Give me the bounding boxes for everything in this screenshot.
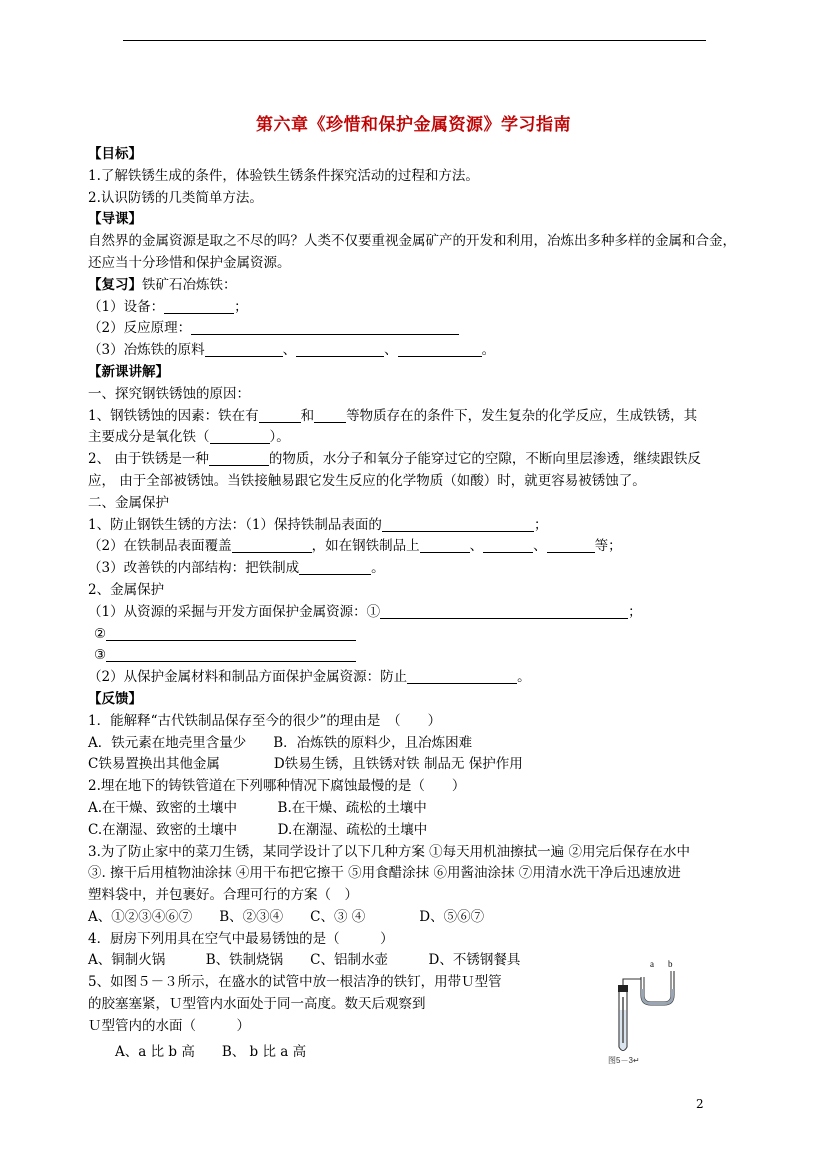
- question-2: 2.埋在地下的铸铁管道在下列哪种情况下腐蚀最慢的是（ ）: [88, 778, 466, 795]
- fill-blank[interactable]: [483, 537, 533, 553]
- fill-blank[interactable]: [314, 407, 346, 423]
- question-4: 4．厨房下列用具在空气中最易锈蚀的是（ ）: [88, 930, 394, 947]
- rust-factors-line: 1、钢铁锈蚀的因素：铁在有 和 等物质存在的条件下，发生复杂的化学反应，生成铁锈，其: [88, 407, 698, 424]
- page-number: 2: [696, 1097, 704, 1111]
- rust-factors-line: 主要成分是氧化铁（ ）。: [88, 429, 290, 446]
- question-2-options: A.在干燥、致密的土壤中 B.在干燥、疏松的土壤中: [88, 799, 427, 816]
- fill-blank[interactable]: [420, 537, 470, 553]
- fill-blank[interactable]: [210, 428, 270, 444]
- resource-protection-line: （2）从保护金属材料和制品方面保护金属资源：防止 。: [88, 669, 531, 686]
- figure-label-a: a: [650, 959, 654, 969]
- resource-protection-line: ②: [88, 624, 748, 646]
- fill-blank[interactable]: [164, 298, 234, 314]
- fill-blank[interactable]: [407, 668, 517, 684]
- question-1-options: C铁易置换出其他金属 D铁易生锈，且铁锈对铁 制品无 保护作用: [88, 756, 523, 773]
- protection-method-line: 1、防止钢铁生锈的方法：（1）保持铁制品表面的 ；: [88, 516, 548, 533]
- goal-item: 2.认识防锈的几类简单方法。: [88, 189, 263, 206]
- question-5-options: A、a 比 b 高 B、 b 比 a 高: [88, 1043, 307, 1060]
- guide-paragraph: 自然界的金属资源是取之不尽的吗？人类不仅要重视金属矿产的开发和利用，冶炼出多种多样的金属和合金，还应当十分珍惜和保护金属资源。: [88, 233, 736, 271]
- resource-protection-line: （1）从资源的采掘与开发方面保护金属资源：① ；: [88, 603, 642, 620]
- fill-blank[interactable]: [232, 537, 312, 553]
- document-body: [88, 144, 748, 1063]
- connecting-tube: [623, 979, 641, 985]
- fill-blank[interactable]: [547, 537, 595, 553]
- fill-blank[interactable]: [380, 603, 628, 619]
- question-5: Ｕ型管内的水面（ ）: [88, 1017, 250, 1034]
- protection-method-line: （2）在铁制品表面覆盖 ，如在钢铁制品上 、 、 等；: [88, 538, 622, 555]
- header-rule: [123, 40, 706, 41]
- fill-blank[interactable]: [209, 450, 269, 466]
- test-tube-figure: [606, 955, 706, 1065]
- subsection-heading: 二、金属保护: [88, 494, 169, 511]
- goal-item: 1.了解铁锈生成的条件，体验铁生锈条件探究活动的过程和方法。: [88, 167, 479, 184]
- fill-blank[interactable]: [106, 646, 356, 662]
- question-2-options: C.在潮湿、致密的土壤中 D.在潮湿、疏松的土壤中: [88, 821, 428, 838]
- fill-blank[interactable]: [106, 625, 356, 641]
- question-3: ③. 擦干后用植物油涂抹 ④用干布把它擦干 ⑤用食醋涂抹 ⑥用酱油涂抹 ⑦用清水洗干净后迅速放进: [88, 865, 681, 882]
- question-5: 5、如图５－３所示，在盛水的试管中放一根洁净的铁钉，用带Ｕ型管: [88, 974, 502, 991]
- question-5: 的胶塞塞紧，Ｕ型管内水面处于同一高度。数天后观察到: [88, 996, 426, 1013]
- u-tube-water: [641, 989, 674, 1005]
- resource-protection-line: ③: [88, 645, 748, 667]
- section-guide-heading: 【导课】: [88, 211, 142, 228]
- fill-blank[interactable]: [296, 341, 384, 357]
- review-item-principle: （2）反应原理：: [88, 318, 748, 340]
- u-tube-inner: [644, 971, 671, 1002]
- section-goal-heading: 【目标】: [88, 146, 142, 162]
- figure-caption: 图5－3↵: [608, 1056, 640, 1065]
- section-review-heading: 【复习】铁矿石冶炼铁：: [88, 276, 237, 293]
- figure-label-b: b: [668, 959, 673, 969]
- question-4-options: A、铜制火锅 B、铁制烧锅 C、铝制水壶 D、不锈钢餐具: [88, 952, 521, 969]
- section-new-lesson-heading: 【新课讲解】: [88, 363, 169, 380]
- fill-blank[interactable]: [205, 341, 283, 357]
- fill-blank[interactable]: [191, 319, 459, 335]
- question-1: 1．能解释“古代铁制品保存至今的很少”的理由是 （ ）: [88, 712, 442, 729]
- subsection-heading: 2、金属保护: [88, 581, 165, 598]
- section-feedback-heading: 【反馈】: [88, 690, 142, 707]
- page-title: 第六章《珍惜和保护金属资源》学习指南: [256, 115, 571, 135]
- fill-blank[interactable]: [382, 516, 534, 532]
- rust-nature-line: 应， 由于全部被锈蚀。当铁接触易跟它发生反应的化学物质（如酸）时，就更容易被锈蚀了。: [88, 472, 646, 489]
- rubber-stopper: [618, 985, 628, 992]
- question-3: 塑料袋中，并包裹好。合理可行的方案（ ）: [88, 887, 358, 904]
- protection-method-line: （3）改善铁的内部结构：把铁制成 。: [88, 560, 385, 577]
- subsection-heading: 一、探究钢铁锈蚀的原因：: [88, 385, 250, 402]
- fill-blank[interactable]: [299, 559, 371, 575]
- rust-nature-line: 2、 由于铁锈是一种 的物质，水分子和氧分子能穿过它的空隙，不断向里层渗透，继续跟铁反: [88, 451, 701, 468]
- review-item-materials: （3）冶炼铁的原料 、 、 。: [88, 342, 496, 359]
- fill-blank[interactable]: [259, 407, 301, 423]
- question-3-options: A、①②③④⑥⑦ B、②③④ C、③ ④ D、⑤⑥⑦: [88, 908, 485, 925]
- question-3: 3.为了防止家中的菜刀生锈，某同学设计了以下几种方案 ①每天用机油擦拭一遍 ②用完后保存在水中: [88, 843, 690, 860]
- review-item-equipment: （1）设备： ；: [88, 298, 248, 315]
- fill-blank[interactable]: [398, 341, 482, 357]
- question-1-options: A．铁元素在地壳里含量少 B．冶炼铁的原料少，且冶炼困难: [88, 734, 473, 751]
